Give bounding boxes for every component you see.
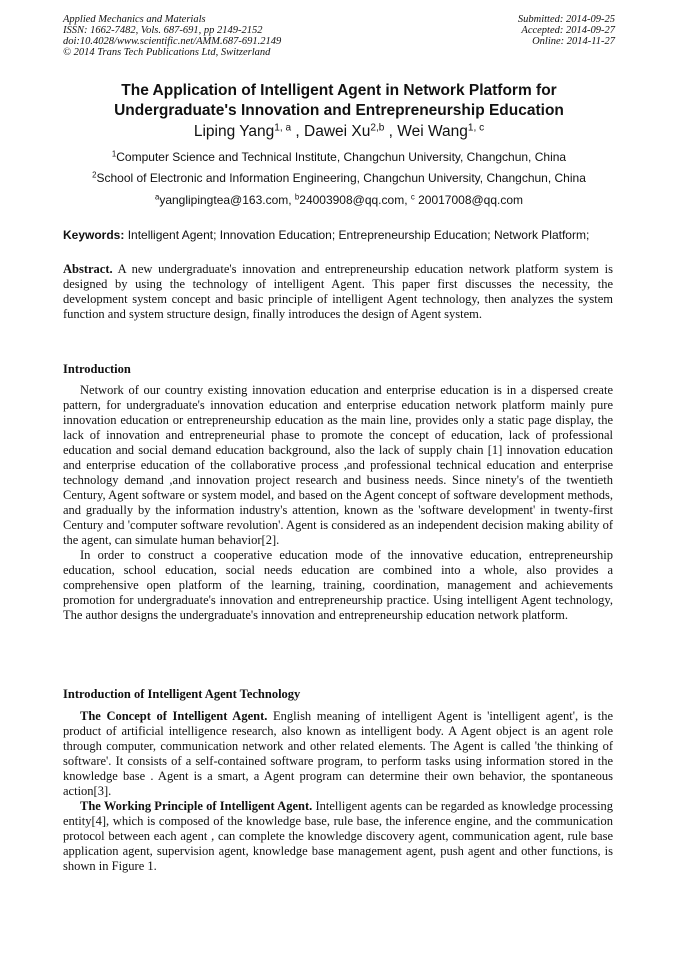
keywords-label: Keywords:	[63, 228, 125, 242]
accepted-date: Accepted: 2014-09-27	[521, 25, 615, 36]
journal-name: Applied Mechanics and Materials	[63, 14, 206, 25]
affiliation-text: School of Electronic and Information Engineering, Changchun University, Changchun, China	[96, 171, 586, 185]
abstract	[63, 262, 613, 322]
author-name: Dawei Xu	[304, 123, 371, 140]
author-affiliation-mark: 2,b	[370, 122, 385, 134]
abstract-text: A new undergraduate's innovation and entrepreneurship education network platform system is designed by using the technology of intelligent Agent. This paper first discusses the necessity, the development system concept and basic principle of intelligent Agent technology, then analyzes the system function and system structure design, finally introduces the design of Agent system.	[63, 262, 613, 321]
subsection-runin-heading: The Concept of Intelligent Agent.	[80, 709, 268, 723]
keywords-text: Intelligent Agent; Innovation Education; Entrepreneurship Education; Network Platform;	[124, 228, 590, 242]
email-address: yanglipingtea@163.com,	[159, 193, 295, 207]
author-separator: ,	[291, 123, 305, 140]
online-date: Online: 2014-11-27	[532, 36, 615, 47]
journal-info-header	[63, 14, 281, 58]
section-heading-agent-technology: Introduction of Intelligent Agent Technology	[63, 687, 301, 701]
email-mark: b	[294, 192, 300, 202]
paragraph	[63, 799, 613, 874]
title-line-2: Undergraduate's Innovation and Entrepreneurship Education	[114, 102, 564, 119]
email-mark: a	[154, 192, 160, 202]
abstract-label: Abstract.	[63, 262, 113, 276]
paragraph	[63, 709, 613, 799]
keywords	[63, 228, 623, 242]
author-affiliation-mark: 1, c	[467, 122, 485, 134]
affiliation-text: Computer Science and Technical Institute, Changchun University, Changchun, China	[116, 150, 567, 164]
introduction-body	[63, 383, 613, 623]
title-line-1: The Application of Intelligent Agent in Network Platform for	[121, 82, 557, 99]
author-emails	[30, 193, 648, 207]
copyright-line: © 2014 Trans Tech Publications Ltd, Switzerland	[63, 47, 271, 58]
email-address: 20017008@qq.com	[414, 193, 524, 207]
paragraph-text: Intelligent agents can be regarded as knowledge processing entity[4], which is composed of the knowledge base, rule base, the inference engine, and the communication protocol between each agent , can complete the knowledge discovery agent, communication agent, rule base application agent, supervision agent, knowledge base management agent, push agent and other functions, is shown in Figure 1.	[63, 799, 613, 873]
paper-title	[40, 81, 638, 121]
affiliation-2	[30, 171, 648, 185]
agent-technology-body	[63, 709, 613, 874]
affiliation-1	[30, 150, 648, 164]
paragraph: Network of our country existing innovation education and enterprise education is in a dispersed create pattern, for undergraduate's innovation education and enterprise education network platform mainly pure innovation education or entrepreneurship education as the main line, provides only a static page display, the lack of innovation and entrepreneurial phase to promote the concept of education, lack of professional education and social demand education background, also the lack of supply chain [1] innovation education and enterprise education of the collaborative process ,and professional technical education and enterprise technology demand ,and innovation project research and business needs. Since ninety's of the twentieth Century, Agent software or system model, and based on the Agent concept of software development methods, and gradually by the information industry's attention, known as the 'software development' in twenty-first Century and 'computer software revolution'. Agent is considered as an independent decision making ability of the agent, can simulate human behavior[2].	[63, 383, 613, 547]
author-list	[40, 122, 638, 142]
affiliation-mark: 2	[92, 170, 97, 180]
doi-line: doi:10.4028/www.scientific.net/AMM.687-691.2149	[63, 36, 282, 47]
affiliation-mark: 1	[111, 149, 117, 159]
author-affiliation-mark: 1, a	[274, 122, 292, 134]
submitted-date: Submitted: 2014-09-25	[517, 14, 615, 25]
subsection-runin-heading: The Working Principle of Intelligent Agent.	[80, 799, 313, 813]
paragraph: In order to construct a cooperative education mode of the innovative education, entrepreneurship education, school education, social needs education are combined into a whole, also provides a comprehensive open platform of the learning, training, coordination, management and achievements promotion for undergraduate's innovation and entrepreneurship practice. Using intelligent Agent technology, The author designs the undergraduate's innovation and entrepreneurship education network platform.	[63, 548, 613, 622]
issn-line: ISSN: 1662-7482, Vols. 687-691, pp 2149-2152	[63, 25, 263, 36]
paragraph-text: English meaning of intelligent Agent is 'intelligent agent', is the product of artificial intelligence research, also known as intelligent body. A Agent object is an agent role through computer, communication network and other related elements. The Agent is called 'the thinking of software'. It consists of a self-contained software program, to perform tasks using information stored in the knowledge base . Agent is a smart, a Agent program can determine their own behavior, the spontaneous action[3].	[63, 709, 613, 798]
author-name: Wei Wang	[397, 123, 468, 140]
section-heading-introduction: Introduction	[63, 362, 131, 376]
dates-header	[518, 14, 615, 47]
email-mark: c	[410, 192, 415, 202]
email-address: 24003908@qq.com,	[299, 193, 411, 207]
author-separator: ,	[384, 123, 398, 140]
author-name: Liping Yang	[193, 123, 275, 140]
